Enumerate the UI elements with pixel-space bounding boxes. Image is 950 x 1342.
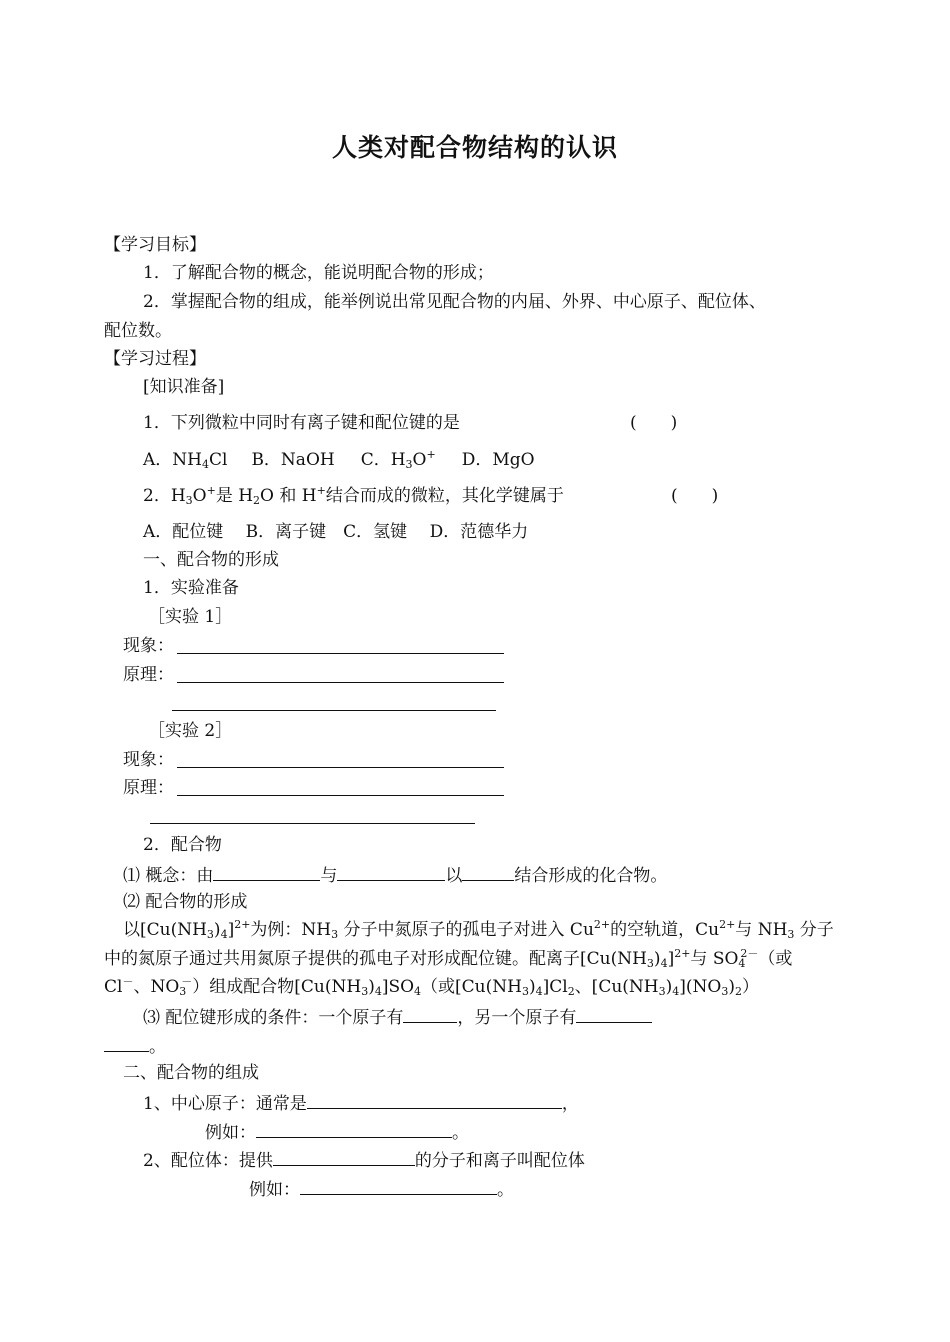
section-1-heading: 一、配合物的形成 — [143, 550, 279, 570]
complex-heading: 2．配合物 — [143, 835, 222, 855]
experiment-1-principle-label: 原理： — [123, 665, 174, 685]
formation-heading: ⑵ 配合物的形成 — [123, 892, 248, 912]
experiment-2-phenomenon-blank[interactable] — [177, 767, 504, 768]
experiment-2-label: ［实验 2］ — [148, 721, 233, 741]
experiment-1-principle-blank[interactable] — [177, 682, 504, 683]
question-2-stem: 2．$H_3O^+$是 $H_2O$ 和 H+结合而成的微粒，其化学键属于 — [143, 484, 564, 507]
experiment-1-principle-blank-2[interactable] — [172, 710, 496, 711]
option-a: A．$NH_4Cl$ — [143, 450, 228, 471]
formation-para-line-2: 中的氮原子通过共用氮原子提供的孤电子对形成配位键。配离子$[Cu(NH_3)_4]^{2+}$与 $SO_4^{2-}$（或 — [104, 947, 793, 970]
condition-blank-2-cont[interactable] — [104, 1034, 149, 1052]
condition-blank-2[interactable] — [576, 1005, 652, 1023]
experiment-2-phenomenon-label: 现象： — [123, 750, 174, 770]
condition-line-cont: 。 — [104, 1034, 166, 1058]
goals-heading: 【学习目标】 — [104, 235, 206, 255]
goal-item-2: 2．掌握配合物的组成，能举例说出常见配合物的内届、外界、中心原子、配位体、 — [143, 292, 766, 312]
center-atom-blank[interactable] — [307, 1091, 562, 1109]
concept-line: ⑴ 概念：由 与 以 结合形成的化合物。 — [123, 863, 667, 887]
goal-item-2-cont: 配位数。 — [104, 321, 172, 341]
goal-item-1: 1．了解配合物的概念，能说明配合物的形成； — [143, 263, 494, 283]
experiment-1-phenomenon-blank[interactable] — [177, 653, 504, 654]
page-title: 人类对配合物结构的认识 — [331, 133, 618, 162]
question-2-answer-paren: ( ) — [671, 486, 719, 506]
option-b: B．NaOH — [251, 450, 335, 470]
ligand-example: 例如： 。 — [249, 1177, 514, 1201]
section-2-heading: 二、配合物的组成 — [123, 1063, 259, 1083]
experiment-1-phenomenon-label: 现象： — [123, 636, 174, 656]
formation-para-line-1: 以$[Cu(NH_3)_4]^{2+}$为例：$NH_3$ 分子中氮原子的孤电子对进入 $Cu^{2+}$的空轨道，$Cu^{2+}$与 $NH_3$ 分子 — [123, 918, 834, 941]
center-atom-example: 例如： 。 — [205, 1120, 469, 1144]
process-heading: 【学习过程】 — [104, 349, 206, 369]
question-1-options — [143, 449, 535, 471]
concept-blank-1[interactable] — [213, 863, 320, 881]
center-atom-example-blank[interactable] — [256, 1120, 452, 1138]
condition-line: ⑶ 配位键形成的条件：一个原子有 ，另一个原子有 — [143, 1005, 652, 1029]
knowledge-prep: [知识准备] — [143, 377, 225, 397]
concept-blank-3[interactable] — [462, 863, 514, 881]
ligand-blank[interactable] — [273, 1148, 415, 1166]
experiment-1-label: ［实验 1］ — [148, 607, 233, 627]
ligand-example-blank[interactable] — [300, 1177, 497, 1195]
question-1-stem: 1．下列微粒中同时有离子键和配位键的是 — [143, 413, 460, 433]
experiment-2-principle-blank-2[interactable] — [150, 823, 475, 824]
experiment-prep: 1．实验准备 — [143, 578, 239, 598]
ligand-line: 2、配位体：提供 的分子和离子叫配位体 — [143, 1148, 585, 1172]
question-2-options: A．配位键 B．离子键 C．氢键 D．范德华力 — [143, 522, 529, 542]
experiment-2-principle-blank[interactable] — [177, 795, 504, 796]
concept-blank-2[interactable] — [337, 863, 445, 881]
center-atom-line: 1、中心原子：通常是 ， — [143, 1091, 579, 1115]
formation-para-line-3: Cl－、$NO_3^-$）组成配合物$[Cu(NH_3)_4]SO_4$（或$[Cu(NH_3)_4]Cl_2$、$[Cu(NH_3)_4](NO_3)_2$） — [104, 975, 759, 998]
question-1-answer-paren: ( ) — [630, 413, 678, 433]
option-c: C．$H_3O^+$ — [360, 448, 436, 471]
condition-blank-1[interactable] — [403, 1005, 457, 1023]
option-d: D．MgO — [461, 450, 535, 470]
experiment-2-principle-label: 原理： — [123, 778, 174, 798]
